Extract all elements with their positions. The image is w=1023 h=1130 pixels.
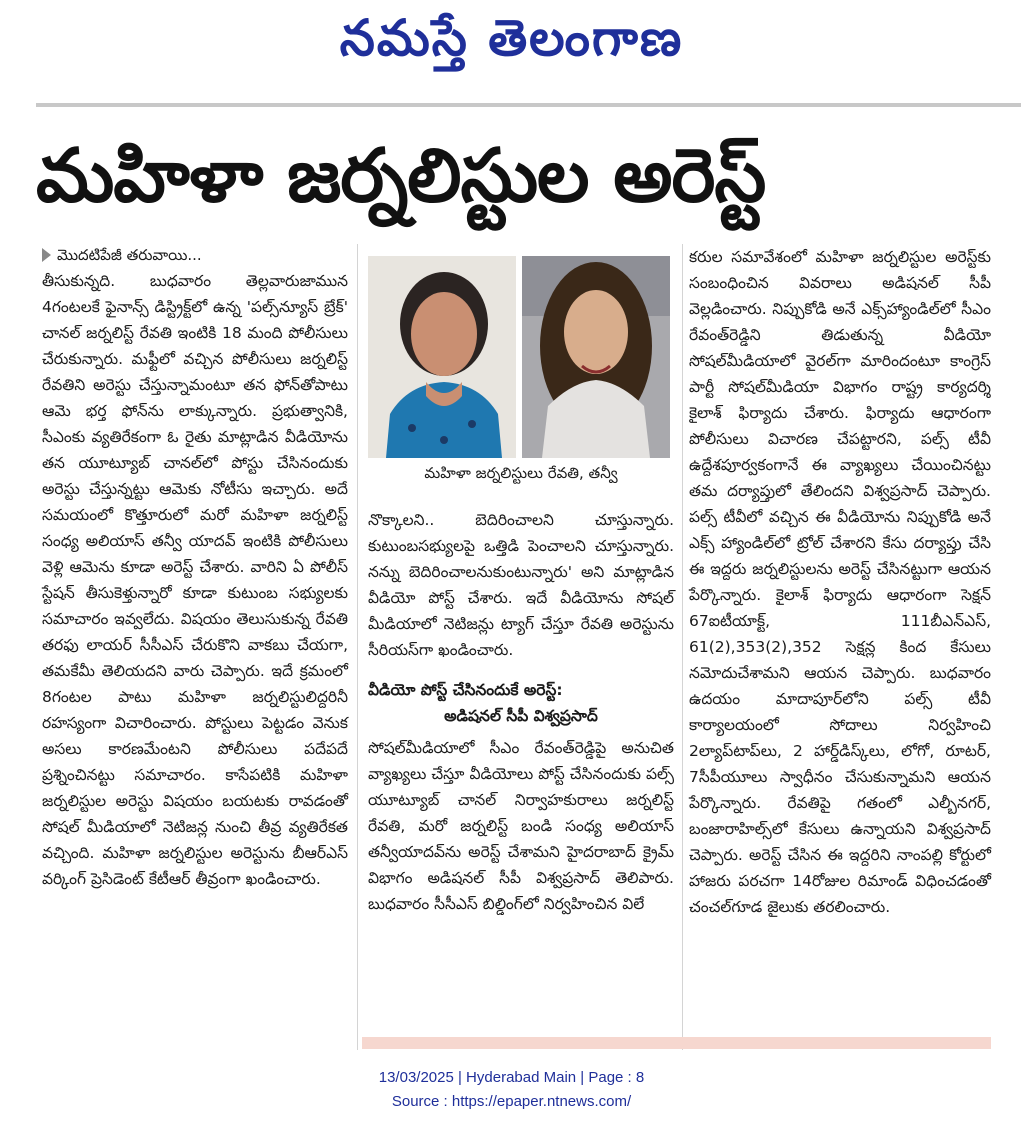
headline: మహిళా జర్నలిస్టుల అరెస్ట్ [36, 133, 766, 219]
page-footer [0, 1066, 1023, 1114]
arrow-right-icon [42, 248, 51, 262]
article-body: సోషల్‌మీడియాలో సీఎం రేవంత్‌రెడ్డిపై అనుచిత వ్యాఖ్యలు చేస్తూ వీడియోలు పోస్ట్ చేసినందుకు పల్స్ యూట్యూబ్ చానల్ నిర్వాహకురాలు జర్నలిస్ట్ రేవతి, మరో జర్నలిస్ట్ బండి సంధ్య అలియాస్ తన్వీయాదవ్‌ను అరెస్ట్ చేశామని హైదరాబాద్ క్రైమ్ విభాగం అడిషనల్ సీపీ విశ్వప్రసాద్ తెలిపారు. బుధవారం సీసీఎస్ బిల్డింగ్‌లో నిర్వహించిన విలే [368, 739, 674, 913]
photo-block [368, 256, 674, 496]
article-body: కరుల సమావేశంలో మహిళా జర్నలిస్టుల అరెస్ట్‌కు సంబంధించిన వివరాలు అడిషనల్ సీపీ వెల్లడించారు. నిప్పుకోడి అనే ఎక్స్‌హ్యాండిల్‌లో సీఎం రేవంత్‌రెడ్డిని తిడుతున్న వీడియో సోషల్‌మీడియాలో వైరల్‌గా మారిందంటూ కాంగ్రెస్ పార్టీ సోషల్‌మీడియా విభాగం రాష్ట్ర కార్యదర్శి కైలాశ్ ఫిర్యాదు చేశారు. ఫిర్యాదు ఆధారంగా పోలీసులు విచారణ చేపట్టారని, పల్స్ టీవీ ఉద్దేశపూర్వకంగానే ఈ వ్యాఖ్యలు చేయించినట్టు తమ దర్యాప్తులో తేలిందని విశ్వప్రసాద్ చెప్పారు. పల్స్ టీవీలో వచ్చిన ఈ వీడియోను నిప్పుకోడి అనే ఎక్స్ హ్యాండిల్‌లో ట్రోల్ చేశారని కేసు దర్యాప్తు చేసి ఈ ఇద్దరు జర్నలిస్టులను అరెస్ట్ చేసినట్టుగా ఆయన పేర్కొన్నారు. కైలాశ్ ఫిర్యాదు ఆధారంగా సెక్షన్ 67ఐటీయాక్ట్, 111బీఎన్ఎస్, 61(2),353(2),352 సెక్షన్ల కింద కేసులు నమోదుచేశామని ఆయన చెప్పారు. బుధవారం ఉదయం మాదాపూర్‌లోని పల్స్ టీవీ కార్యాలయంలో సోదాలు నిర్వహించి 2ల్యాప్‌టాప్‌లు, 2 హార్డ్‌డిస్క్‌లు, లోగో, రూటర్, 7సీపీయూలు స్వాధీనం చేసుకున్నామని ఆయన పేర్కొన్నారు. రేవతిపై గతంలో ఎల్బీనగర్, బంజారాహిల్స్‌లో కేసులు ఉన్నాయని విశ్వప్రసాద్ చెప్పారు. అరెస్ట్ చేసిన ఈ ఇద్దరిని నాంపల్లి కోర్టులో హాజరు పరచగా 14రోజుల రిమాండ్ విధించడంతో చంచల్‌గూడ జైలుకు తరలించారు. [689, 248, 991, 916]
column-divider [357, 244, 358, 1050]
column-divider [682, 244, 683, 1050]
edition-info: 13/03/2025 | Hyderabad Main | Page : 8 [378, 1069, 645, 1086]
subheading: వీడియో పోస్ట్ చేసినందుకే అరెస్ట్: [368, 681, 563, 699]
bottom-color-band [362, 1037, 991, 1049]
subheading-byline: అడిషనల్ సీపీ విశ్వప్రసాద్ [444, 707, 598, 725]
photo-caption: మహిళా జర్నలిస్టులు రేవతి, తన్వీ [424, 464, 618, 482]
photo-revathi [368, 256, 516, 458]
article-column-2 [368, 507, 674, 917]
photo-tanvi [522, 256, 670, 458]
source-link[interactable]: Source : https://epaper.ntnews.com/ [391, 1093, 632, 1110]
continued-from-front-page [42, 244, 348, 266]
jump-label: మొదటిపేజీ తరువాయి... [57, 246, 202, 264]
masthead-rule [36, 103, 1021, 107]
newspaper-name: నమస్తే తెలంగాణ [339, 9, 684, 67]
article-body: తీసుకున్నది. బుధవారం తెల్లవారుజామున 4గంటలకే ఫైనాన్స్ డిస్ట్రిక్ట్‌లో ఉన్న 'పల్స్‌న్యూస్ బ్రేక్' చానల్ జర్నలిస్ట్ రేవతి ఇంటికి 18 మంది పోలీసులు చేరుకున్నారు. మఫ్టీలో వచ్చిన పోలీసులు జర్నలిస్ట్ రేవతిని అరెస్టు చేస్తున్నామంటూ తన ఫోన్‌తోపాటు ఆమె భర్త ఫోన్‌ను లాక్కున్నారు. ప్రభుత్వానికి, సీఎంకు వ్యతిరేకంగా ఓ రైతు మాట్లాడిన వీడియోను తన యూట్యూబ్ చానల్‌లో పోస్టు చేసినందుకు అరెస్టు చేస్తున్నట్టు ఆమెకు నోటీసు ఇచ్చారు. అదే సమయంలో కొత్తూరులో మరో మహిళా జర్నలిస్ట్ సంధ్య అలియాస్ తన్వీ యాదవ్ ఇంటికి పోలీసులు వెళ్లి ఆమెను కూడా అరెస్ట్ చేశారు. వారిని ఏ పోలీస్ స్టేషన్ తీసుకెళ్తున్నారో కూడా కుటుంబ సభ్యులకు సమాచారం ఇవ్వలేదు. విషయం తెలుసుకున్న రేవతి తరఫు లాయర్ సీసీఎస్ చేరుకొని వాకబు చేయగా, తమకేమీ తెలియదని వారు చెప్పారు. ఇదే క్రమంలో 8గంటల పాటు మహిళా జర్నలిస్టులిద్దరినీ రహస్యంగా విచారించారు. పోస్టులు పెట్టడం వెనుక అసలు కారణమేంటని పోలీసులు పదేపదే ప్రశ్నించినట్టు సమాచారం. కాసేపటికి మహిళా జర్నలిస్టుల అరెస్టు విషయం బయటకు రావడంతో సోషల్ మీడియాలో నెటిజన్ల నుంచి తీవ్ర వ్యతిరేకత వచ్చింది. మహిళా జర్నలిస్టుల అరెస్టును బీఆర్‌ఎస్ వర్కింగ్ ప్రెసిడెంట్ కేటీఆర్ తీవ్రంగా ఖండించారు. [42, 272, 348, 888]
article-column-1 [42, 244, 348, 892]
article-body: నొక్కాలని.. బెదిరించాలని చూస్తున్నారు. కుటుంబసభ్యులపై ఒత్తిడి పెంచాలని చూస్తున్నారు. నన్ను బెదిరించాలనుకుంటున్నారు' అని మాట్లాడిన వీడియో పోస్ట్ చేశారు. ఇదే వీడియోను సోషల్ మీడియాలో నెటిజన్లు ట్యాగ్ చేస్తూ రేవతి అరెస్టును సీరియస్‌గా ఖండించారు. [368, 511, 674, 659]
article-column-3 [689, 244, 991, 920]
masthead [0, 6, 1023, 70]
